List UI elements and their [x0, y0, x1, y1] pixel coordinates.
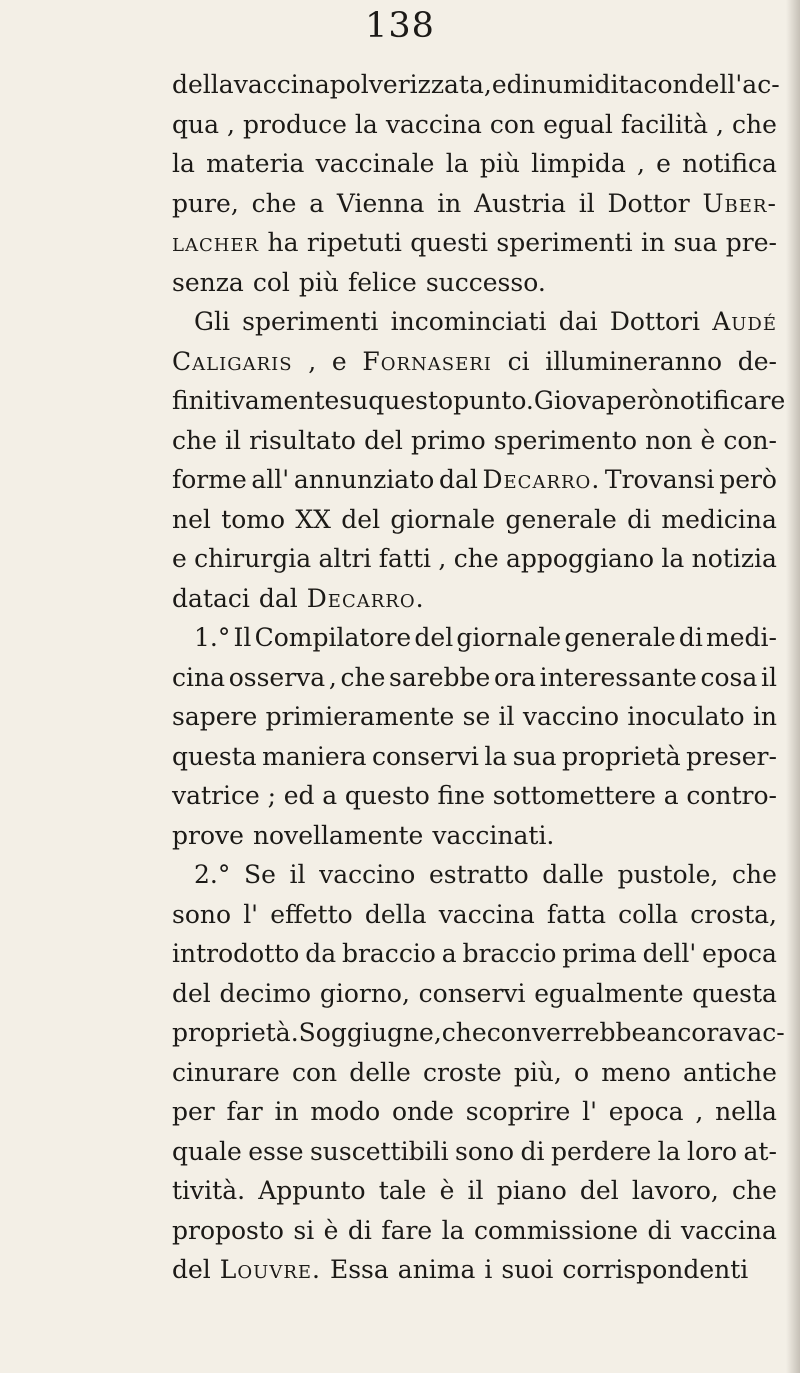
- text-line: questa maniera conservi la sua proprietà preser-: [172, 741, 777, 771]
- text-line: finitivamente su questo punto. Giova però notificare: [172, 386, 786, 415]
- text-line: proprietà. Soggiugne , che converrebbe ancora vac-: [172, 1018, 785, 1047]
- text-line: cinurare con delle croste più, o meno antiche: [172, 1057, 777, 1087]
- text-line: sapere primieramente se il vaccino inoculato in: [172, 702, 777, 731]
- text-line: pure, che a Vienna in Austria il Dottor Uber-: [172, 188, 777, 218]
- text-line: Gli sperimenti incominciati dai Dottori Audé: [194, 307, 777, 336]
- text-line: prove novellamente vaccinati.: [172, 820, 555, 850]
- page-edge-shadow: [786, 0, 800, 1373]
- text-line: sono l' effetto della vaccina fatta colla crosta,: [172, 899, 777, 929]
- text-line: e chirurgia altri fatti , che appoggiano la notizia: [172, 544, 777, 573]
- text-line: introdotto da braccio a braccio prima dell' epoca: [172, 939, 777, 968]
- text-line: dataci dal Decarro.: [172, 583, 425, 613]
- text-line: qua , produce la vaccina con egual facilità , che: [172, 109, 777, 139]
- text-line: del decimo giorno, conservi egualmente questa: [172, 978, 777, 1008]
- text-line: quale esse suscettibili sono di perdere la loro at-: [172, 1136, 777, 1166]
- text-line: Caligaris , e Fornaseri ci illumineranno de-: [172, 346, 777, 376]
- text-line: vatrice ; ed a questo fine sottomettere a contro-: [172, 781, 777, 810]
- text-line: lacher ha ripetuti questi sperimenti in sua pre-: [172, 228, 777, 257]
- page-number: 138: [365, 6, 435, 46]
- text-line: nel tomo XX del giornale generale di medicina: [172, 504, 777, 534]
- text-line: del Louvre. Essa anima i suoi corrispondenti: [172, 1255, 749, 1284]
- text-line: tività. Appunto tale è il piano del lavoro, che: [172, 1176, 777, 1205]
- text-line: senza col più felice successo.: [172, 267, 546, 297]
- text-line: per far in modo onde scoprire l' epoca , nella: [172, 1097, 777, 1126]
- text-line: forme all' annunziato dal Decarro. Trovansi però: [172, 465, 777, 494]
- text-line: che il risultato del primo sperimento non è con-: [172, 425, 777, 455]
- text-line: la materia vaccinale la più limpida , e notifica: [172, 149, 777, 178]
- text-line: proposto si è di fare la commissione di vaccina: [172, 1215, 777, 1245]
- text-line: della vaccina polverizzata, ed inumidita con dell'ac-: [172, 70, 780, 99]
- text-line: cina osserva , che sarebbe ora interessante cosa il: [172, 662, 777, 692]
- text-line: 1.° Il Compilatore del giornale generale di medi-: [194, 623, 777, 652]
- text-line: 2.° Se il vaccino estratto dalle pustole, che: [194, 860, 777, 889]
